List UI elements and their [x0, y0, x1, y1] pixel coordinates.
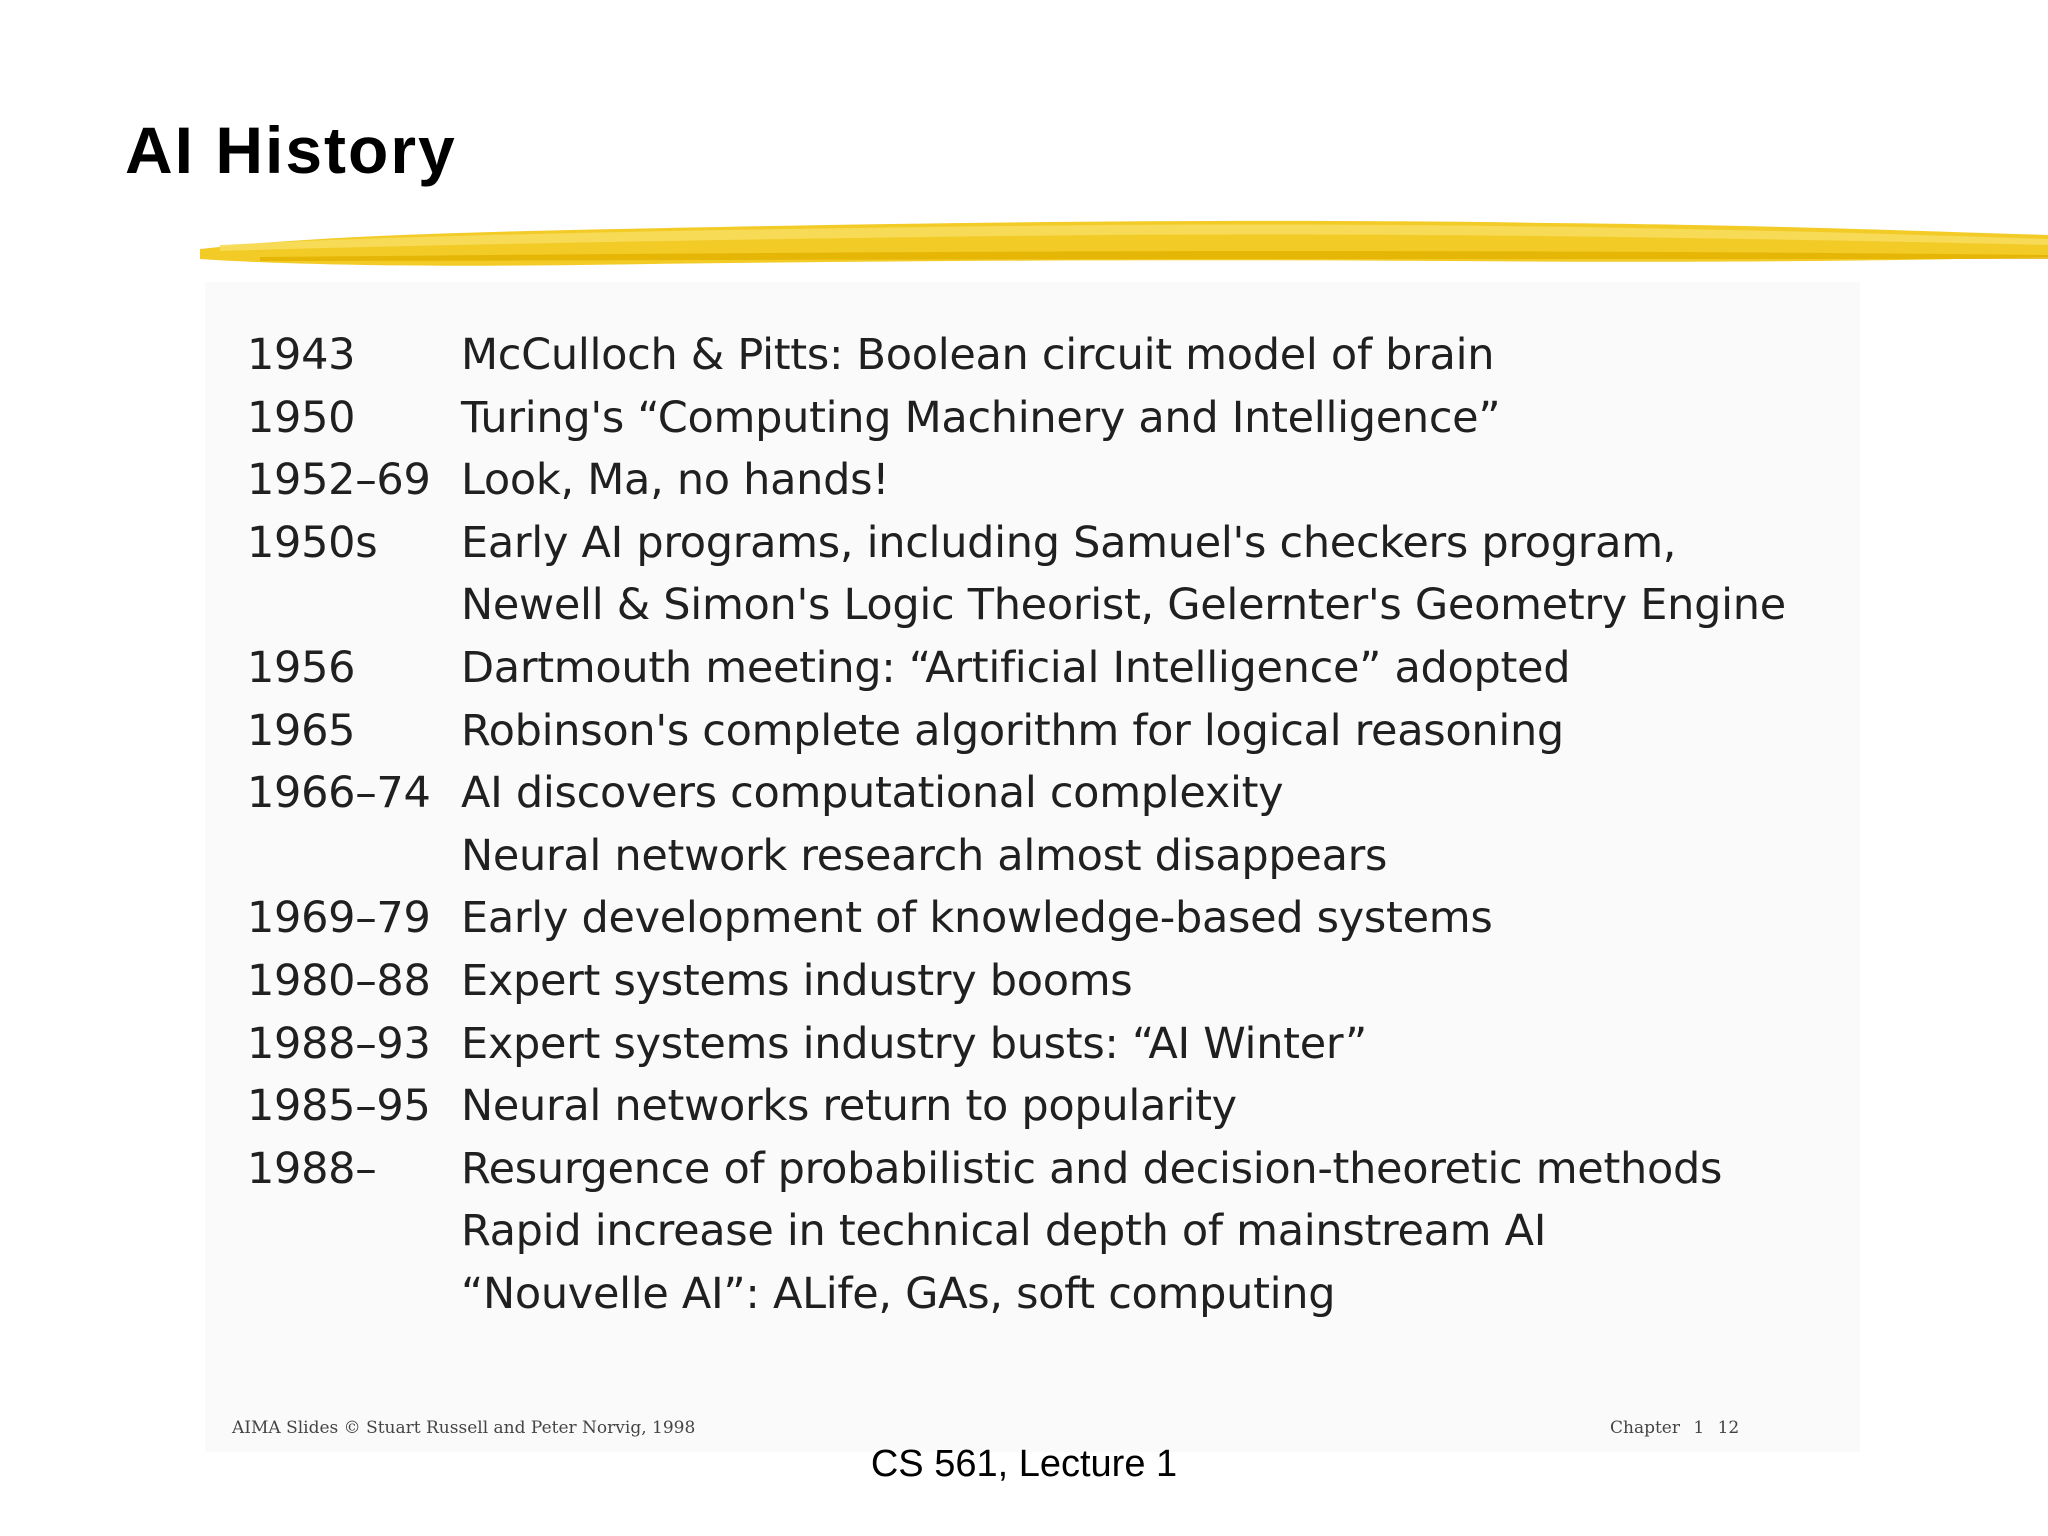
timeline-year	[247, 1200, 461, 1263]
timeline-event: Early development of knowledge-based systems	[461, 893, 1493, 944]
timeline-year	[247, 825, 461, 888]
timeline-row	[247, 1200, 1786, 1263]
timeline-event: Robinson's complete algorithm for logical reasoning	[461, 705, 1564, 756]
timeline-year: 1943	[247, 330, 356, 380]
timeline-year: 1988–	[247, 1143, 377, 1194]
timeline-year: 1966–74	[247, 768, 431, 819]
timeline-event: Early AI programs, including Samuel's checkers program,	[461, 517, 1677, 568]
timeline-row	[247, 1075, 1786, 1138]
slide-footer-chapter: Chapter 1 12	[1610, 1418, 1740, 1438]
yellow-highlight-stroke	[200, 205, 2048, 285]
page-footer-lecture: CS 561, Lecture 1	[870, 1443, 1178, 1485]
timeline-year: 1980–88	[247, 955, 431, 1006]
timeline-event: Neural network research almost disappears	[461, 830, 1388, 881]
timeline-event: Expert systems industry booms	[461, 955, 1133, 1006]
timeline-row	[247, 762, 1786, 825]
timeline-year: 1956	[247, 642, 356, 693]
timeline-row	[247, 387, 1786, 450]
timeline-event: “Nouvelle AI”: ALife, GAs, soft computing	[461, 1268, 1336, 1319]
timeline-row	[247, 700, 1786, 763]
timeline-year: 1965	[247, 705, 356, 756]
timeline-year	[247, 574, 461, 637]
timeline-row	[247, 449, 1786, 512]
timeline-event: AI discovers computational complexity	[461, 768, 1284, 819]
timeline-event: Look, Ma, no hands!	[461, 455, 890, 506]
timeline-event: Turing's “Computing Machinery and Intelligence”	[461, 392, 1501, 443]
timeline-row	[247, 637, 1786, 700]
timeline-year: 1950s	[247, 517, 378, 568]
timeline-row	[247, 887, 1786, 950]
timeline-event: Expert systems industry busts: “AI Winter”	[461, 1018, 1368, 1069]
embedded-slide-image	[205, 282, 1860, 1452]
timeline-year: 1952–69	[247, 455, 431, 506]
timeline-row	[247, 825, 1786, 888]
timeline-event: Neural networks return to popularity	[461, 1081, 1237, 1132]
timeline-event: Dartmouth meeting: “Artificial Intelligence” adopted	[461, 642, 1571, 693]
timeline-row	[247, 574, 1786, 637]
timeline-year: 1950	[247, 392, 356, 443]
timeline-year	[247, 1263, 461, 1326]
timeline-event: Resurgence of probabilistic and decision-theoretic methods	[461, 1143, 1723, 1194]
timeline-year: 1985–95	[247, 1081, 431, 1132]
timeline-row	[247, 1138, 1786, 1201]
timeline-year: 1988–93	[247, 1018, 431, 1069]
timeline-row	[247, 324, 1786, 387]
timeline-event: McCulloch & Pitts: Boolean circuit model of brain	[461, 330, 1495, 380]
timeline-year: 1969–79	[247, 893, 431, 944]
slide-title: AI History	[125, 113, 457, 187]
slide-footer-copyright: AIMA Slides © Stuart Russell and Peter Norvig, 1998	[232, 1418, 696, 1438]
timeline-row	[247, 950, 1786, 1013]
timeline-row	[247, 1013, 1786, 1076]
timeline-list	[247, 324, 1786, 1326]
timeline-row	[247, 512, 1786, 575]
timeline-event: Rapid increase in technical depth of mainstream AI	[461, 1206, 1547, 1257]
timeline-row	[247, 1263, 1786, 1326]
timeline-event: Newell & Simon's Logic Theorist, Gelernter's Geometry Engine	[461, 580, 1786, 631]
